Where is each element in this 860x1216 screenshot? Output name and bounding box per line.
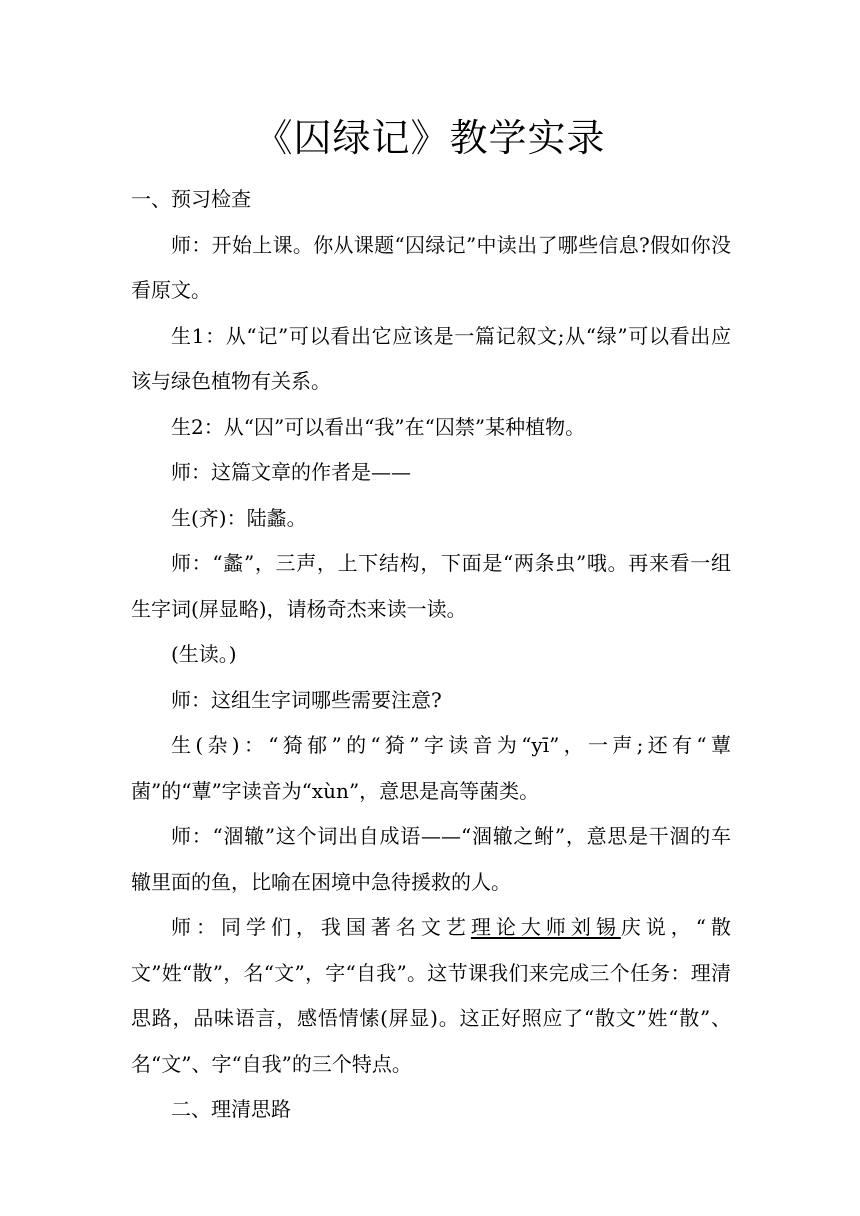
paragraph-teacher-li: 师：“蠡”，三声，上下结构，下面是“两条虫”哦。再来看一组生字词(屏显略)，请杨奇杰来读一读。 bbox=[131, 551, 731, 621]
paragraph-prose-part2: 庆说，“散文”姓“散”，名“文”，字“自我”。这节课我们来完成三个任务：理清思路，品味语言，感悟情愫(屏显)。这正好照应了“散文”姓“散”、名“文”、字“自我”的三个特点。 bbox=[131, 915, 731, 1076]
document-body bbox=[131, 177, 731, 1133]
paragraph-teacher-start: 师：开始上课。你从课题“囚绿记”中读出了哪些信息?假如你没看原文。 bbox=[131, 232, 731, 302]
paragraph-teacher-question: 师：这组生字词哪些需要注意? bbox=[171, 687, 442, 712]
paragraph-students-pronunciation: 生(杂)：“猗郁”的“猗”字读音为“yī”，一声;还有“蕈菌”的“蕈”字读音为“xùn”，意思是高等菌类。 bbox=[131, 733, 731, 803]
paragraph-student1: 生1：从“记”可以看出它应该是一篇记叙文;从“绿”可以看出应该与绿色植物有关系。 bbox=[131, 323, 731, 393]
paragraph-prose-part1: 师：同学们，我国著名文艺 bbox=[171, 915, 471, 939]
paragraph-teacher-author: 师：这篇文章的作者是—— bbox=[171, 460, 411, 484]
section-heading-preview-check: 一、预习检查 bbox=[131, 187, 251, 211]
section-heading-clarify-thinking: 二、理清思路 bbox=[171, 1097, 291, 1121]
paragraph-students-read: (生读。) bbox=[171, 642, 237, 666]
paragraph-student2: 生2：从“囚”可以看出“我”在“囚禁”某种植物。 bbox=[171, 414, 586, 439]
document-title: 《囚绿记》教学实录 bbox=[254, 116, 606, 160]
paragraph-teacher-prose bbox=[131, 905, 731, 1087]
paragraph-teacher-idiom: 师：“涸辙”这个词出自成语——“涸辙之鲋”，意思是干涸的车辙里面的鱼，比喻在困境中急待援救的人。 bbox=[131, 824, 731, 894]
paragraph-students-answer: 生(齐)：陆蠡。 bbox=[171, 505, 307, 530]
underlined-name: 理论大师刘锡 bbox=[470, 915, 621, 939]
